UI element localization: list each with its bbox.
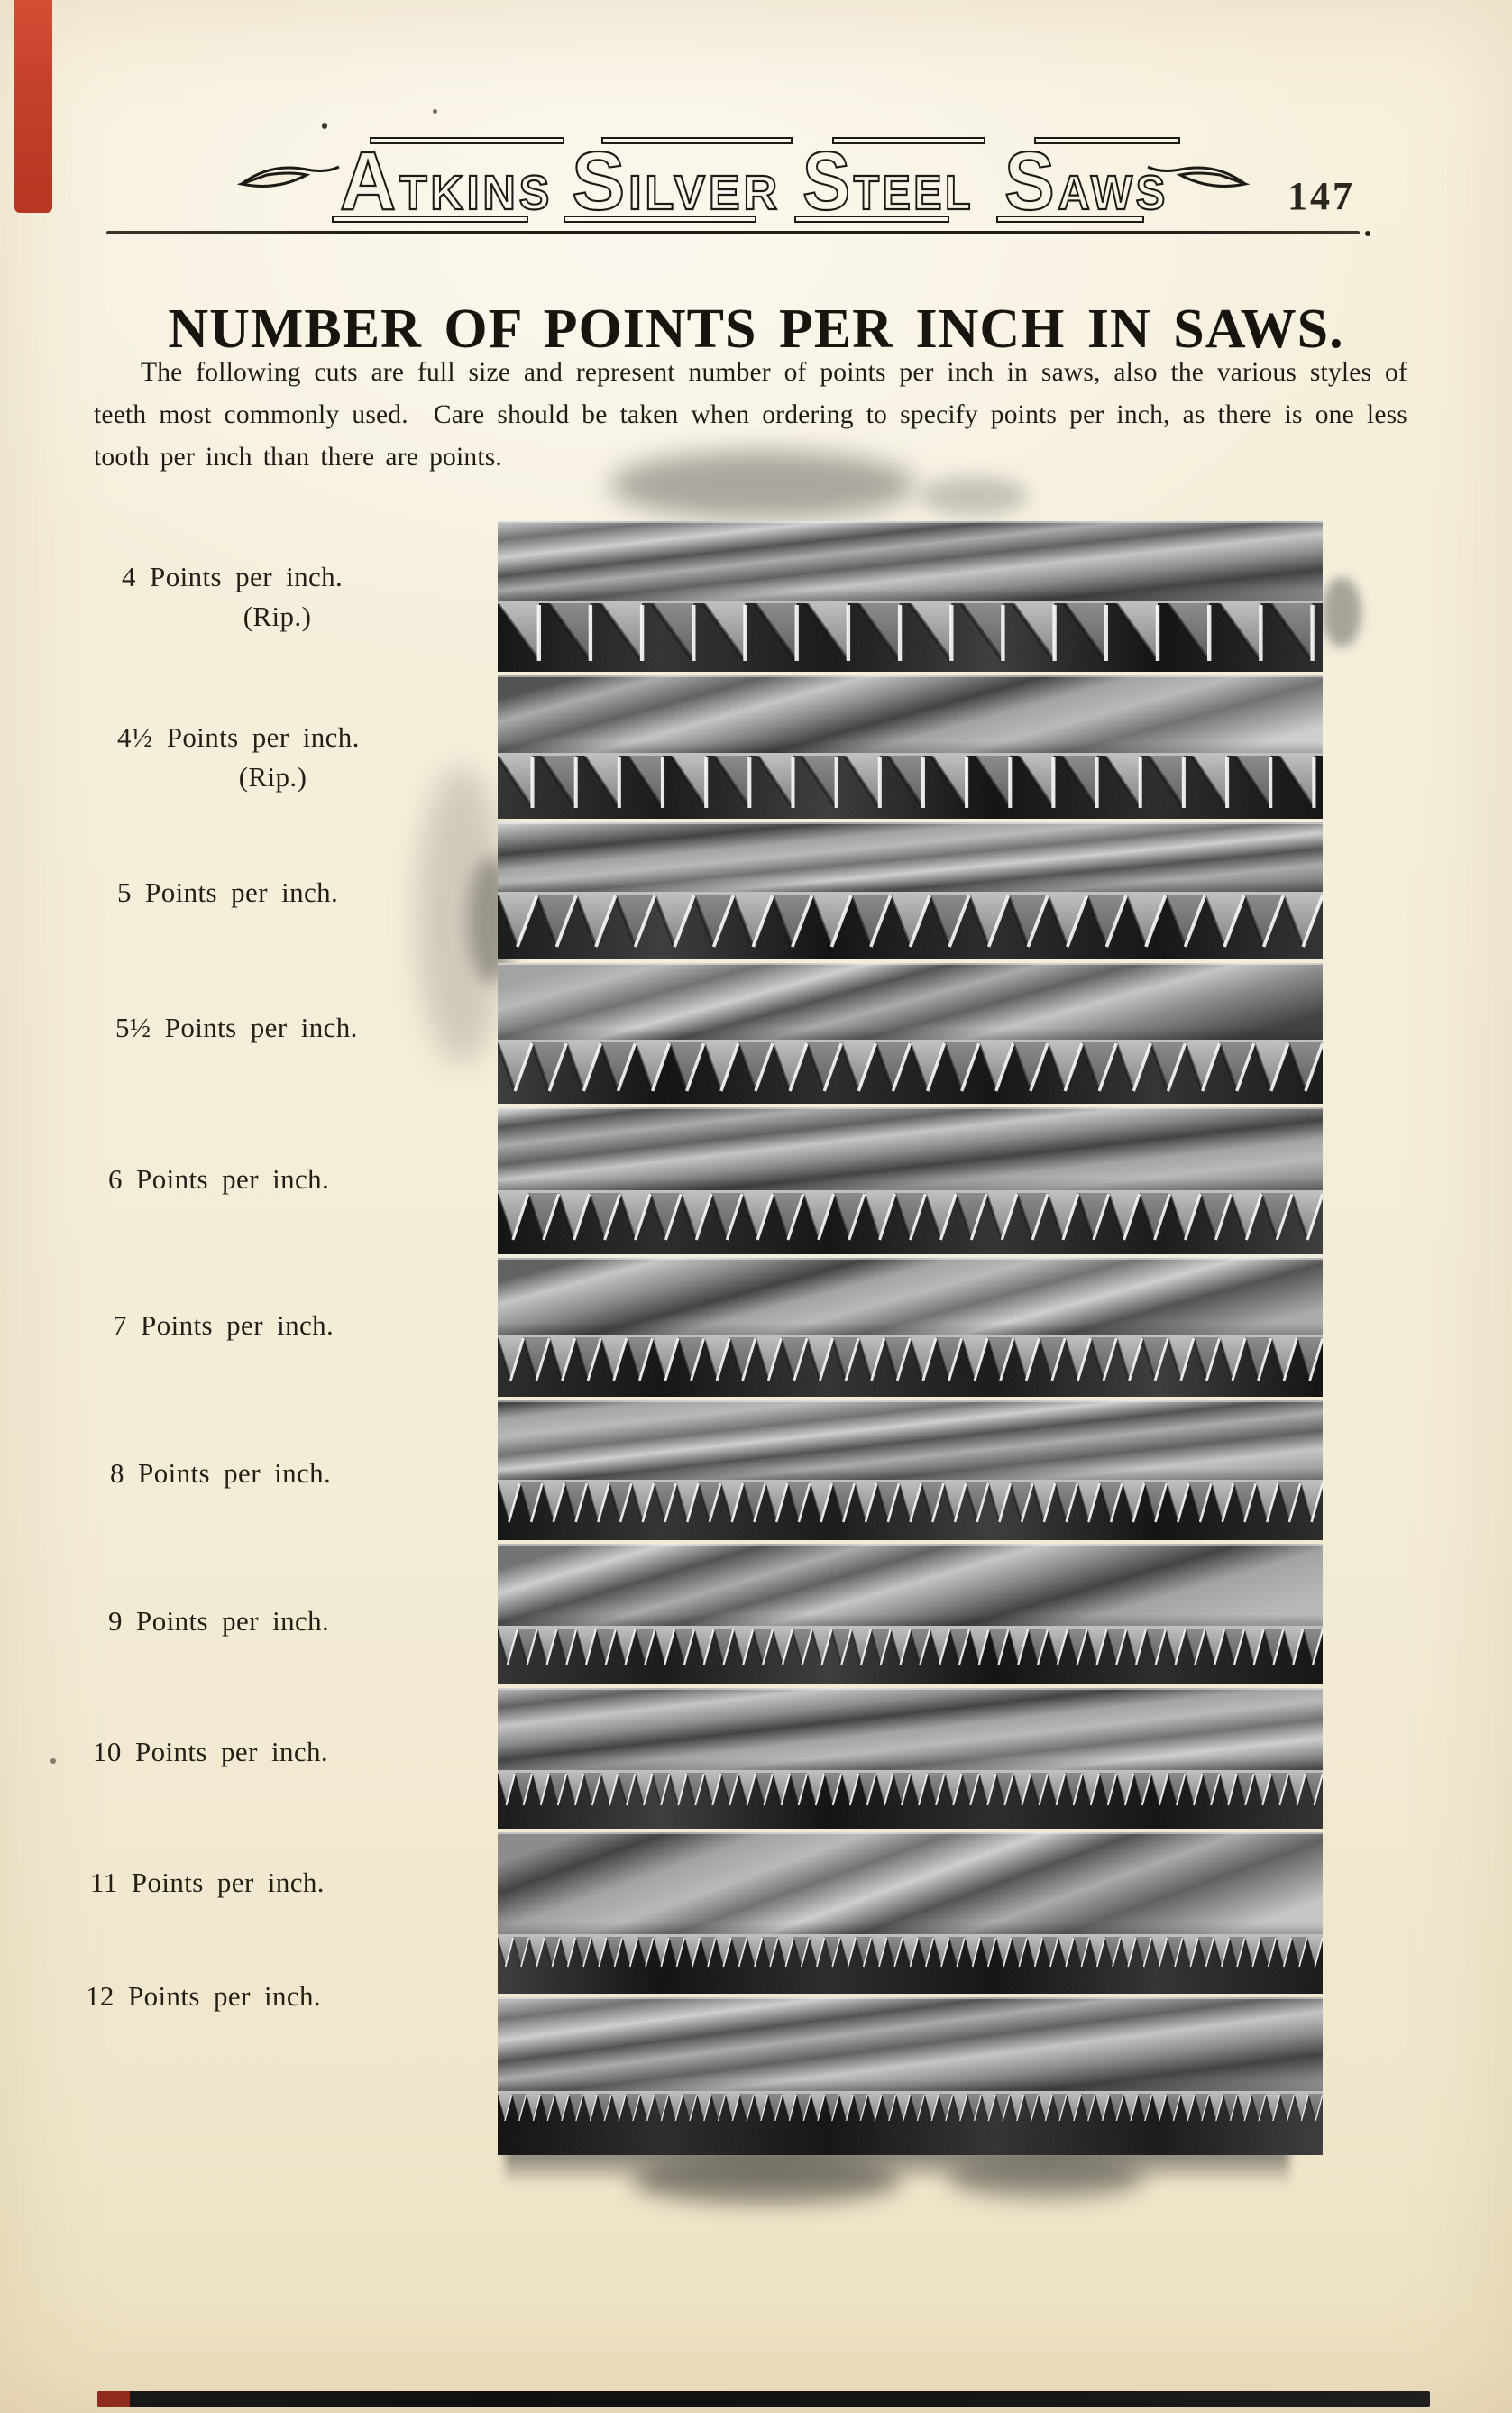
logo-word [333, 135, 564, 227]
paper-speck [50, 1758, 56, 1764]
svg-text:SILVER: SILVER [572, 135, 787, 227]
logo-word [997, 135, 1179, 227]
scan-smudge [947, 2157, 1145, 2198]
logo-left-flourish [242, 167, 339, 186]
intro-paragraph: The following cuts are full size and represent number of points per inch in saws, also the various styles of teeth most commonly used. Care should be taken when ordering to specify points per inch, as there is one less tooth per inch than there are points. [94, 357, 1407, 472]
paper-speck [322, 123, 327, 129]
svg-text:ATKINS: ATKINS [340, 135, 564, 227]
header-rule-end-dot [1365, 231, 1370, 236]
cut-label-text: 4 Points per inch. [122, 561, 344, 592]
cut-label-8-points [110, 1457, 435, 1490]
cut-label-12-points [86, 1980, 410, 2013]
scan-smudge [920, 476, 1028, 516]
saw-cut-strip-9-points [498, 1544, 1323, 1684]
cut-label-text: 5 Points per inch. [117, 876, 339, 908]
scan-smudge [1322, 577, 1361, 647]
atkins-silver-steel-saws-logo [236, 132, 1251, 233]
scan-smudge [609, 451, 916, 519]
saw-cut-strip-11-points [498, 1832, 1323, 1994]
svg-text:SAWS: SAWS [1004, 135, 1180, 227]
saw-cut-strip-7-points [498, 1258, 1323, 1397]
cut-label-4-points [122, 561, 446, 633]
cut-label-sub: (Rip.) [243, 601, 312, 632]
saw-cut-strip-12-points [498, 1997, 1323, 2155]
cut-label-text: 11 Points per inch. [90, 1867, 325, 1898]
cut-label-10-points [93, 1736, 417, 1768]
cut-label-5-points [117, 876, 442, 909]
saw-cut-strip-10-points [498, 1688, 1323, 1829]
paper-speck [433, 109, 437, 114]
cut-label-text: 8 Points per inch. [110, 1457, 332, 1489]
saw-cut-strip-4half-points [498, 675, 1323, 819]
saw-cut-strip-5half-points [498, 963, 1323, 1104]
cut-label-text: 5½ Points per inch. [115, 1012, 358, 1043]
cut-label-6-points [108, 1163, 433, 1196]
cut-label-4half-points [117, 721, 442, 794]
saw-cut-strip-4-points [498, 521, 1323, 672]
cut-label-7-points [113, 1309, 437, 1342]
logo-word [564, 135, 792, 227]
scan-smudge [631, 2157, 902, 2204]
cut-label-9-points [108, 1605, 433, 1638]
cut-label-text: 12 Points per inch. [86, 1980, 322, 2012]
scan-bottom-red-mark [97, 2391, 130, 2407]
logo-word [795, 135, 993, 227]
cut-label-sub: (Rip.) [238, 761, 307, 793]
cut-label-text: 4½ Points per inch. [117, 721, 360, 753]
saw-cut-strip-6-points [498, 1107, 1323, 1254]
cut-label-text: 10 Points per inch. [93, 1736, 329, 1767]
scan-bottom-black-band [97, 2391, 1430, 2407]
header-rule [106, 231, 1360, 234]
page-title: NUMBER OF POINTS PER INCH IN SAWS. [168, 298, 1344, 360]
cut-label-text: 9 Points per inch. [108, 1605, 330, 1637]
scan-red-edge-mark [14, 0, 52, 213]
cut-label-text: 7 Points per inch. [113, 1309, 334, 1341]
page-number: 147 [1287, 174, 1355, 218]
svg-text:STEEL: STEEL [802, 135, 993, 227]
cut-label-11-points [90, 1867, 415, 1899]
saw-cut-strip-5-points [498, 822, 1323, 959]
cut-label-text: 6 Points per inch. [108, 1163, 330, 1195]
cut-label-5half-points [115, 1012, 440, 1044]
saw-cut-strip-8-points [498, 1400, 1323, 1540]
